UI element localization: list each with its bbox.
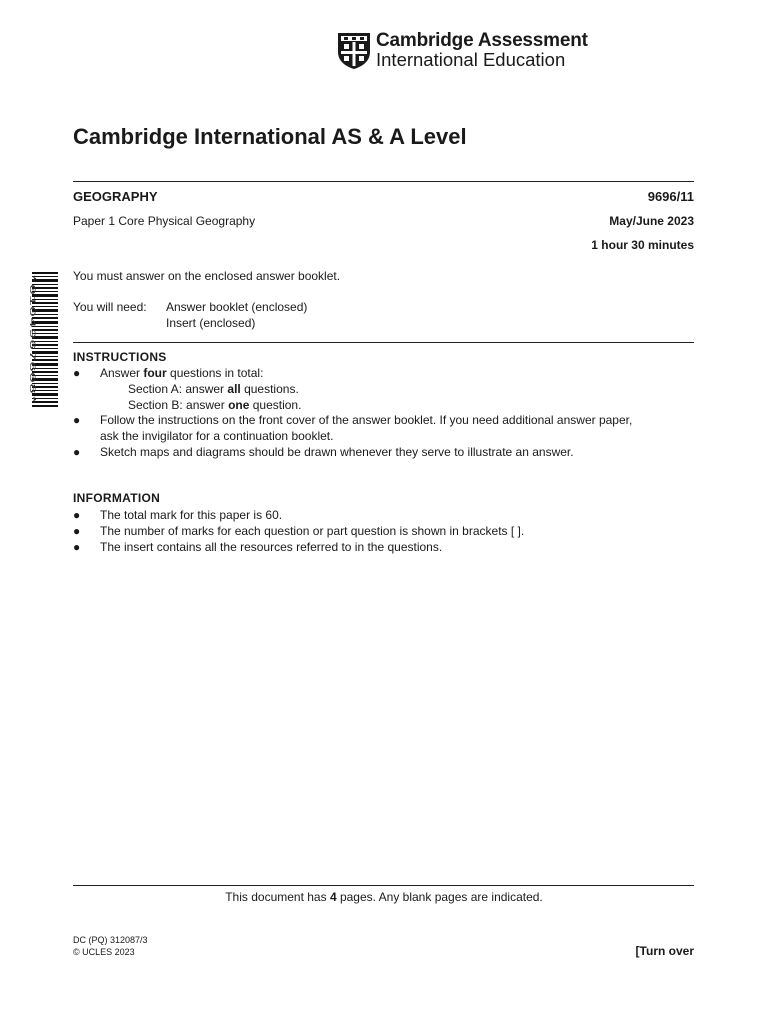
instruction-follow-line2: ask the invigilator for a continuation booklet. bbox=[100, 429, 334, 443]
barcode bbox=[27, 270, 63, 410]
barcode-text: *0104967608* bbox=[27, 273, 36, 331]
need-item-insert: Insert (enclosed) bbox=[166, 316, 256, 330]
turn-over: [Turn over bbox=[635, 944, 694, 958]
text: questions. bbox=[240, 382, 299, 396]
session: May/June 2023 bbox=[609, 214, 694, 228]
bullet: ● bbox=[73, 508, 81, 522]
paper-code: 9696/11 bbox=[647, 189, 694, 204]
divider-mid bbox=[73, 342, 694, 343]
text: Answer bbox=[100, 366, 144, 380]
dc-code: DC (PQ) 312087/3 bbox=[73, 935, 148, 945]
crest-icon bbox=[337, 32, 371, 70]
divider-footer bbox=[73, 885, 694, 886]
instructions-heading: INSTRUCTIONS bbox=[73, 350, 167, 364]
subject: GEOGRAPHY bbox=[73, 189, 158, 204]
emphasis: all bbox=[227, 382, 241, 396]
emphasis: four bbox=[143, 366, 167, 380]
info-marks-brackets: The number of marks for each question or part question is shown in brackets [ ]. bbox=[100, 524, 525, 538]
duration: 1 hour 30 minutes bbox=[591, 238, 694, 252]
information-heading: INFORMATION bbox=[73, 491, 161, 505]
need-item-booklet: Answer booklet (enclosed) bbox=[166, 300, 308, 314]
instruction-follow-line1: Follow the instructions on the front cover of the answer booklet. If you need additional answer paper, bbox=[100, 413, 633, 427]
info-insert: The insert contains all the resources referred to in the questions. bbox=[100, 540, 443, 554]
divider-top bbox=[73, 181, 694, 182]
text: pages. Any blank pages are indicated. bbox=[336, 890, 543, 904]
page-count-note bbox=[0, 890, 768, 904]
instruction-section-b bbox=[128, 397, 301, 413]
logo-line1: Cambridge Assessment bbox=[376, 30, 588, 51]
cambridge-logo bbox=[337, 31, 587, 71]
page-count: 4 bbox=[329, 890, 337, 904]
bullet: ● bbox=[73, 413, 81, 427]
bullet: ● bbox=[73, 366, 81, 380]
document-code bbox=[73, 934, 148, 958]
instruction-answer-four bbox=[100, 365, 263, 381]
barcode-icon bbox=[27, 270, 63, 410]
instruction-section-a bbox=[128, 381, 299, 397]
text: Section A: answer bbox=[128, 382, 228, 396]
text: This document has bbox=[225, 890, 330, 904]
bullet: ● bbox=[73, 524, 81, 538]
paper-name: Paper 1 Core Physical Geography bbox=[73, 214, 256, 228]
emphasis: one bbox=[228, 398, 250, 412]
bullet: ● bbox=[73, 445, 81, 459]
answer-note: You must answer on the enclosed answer booklet. bbox=[73, 269, 341, 283]
text: questions in total: bbox=[166, 366, 264, 380]
info-total-mark: The total mark for this paper is 60. bbox=[100, 508, 283, 522]
bullet: ● bbox=[73, 540, 81, 554]
instruction-sketch: Sketch maps and diagrams should be drawn whenever they serve to illustrate an answer. bbox=[100, 445, 574, 459]
text: question. bbox=[249, 398, 302, 412]
logo-line2: International Education bbox=[376, 49, 566, 70]
need-label: You will need: bbox=[73, 300, 147, 314]
text: Section B: answer bbox=[128, 398, 229, 412]
copyright: © UCLES 2023 bbox=[73, 947, 135, 957]
page-title: Cambridge International AS & A Level bbox=[73, 124, 467, 149]
